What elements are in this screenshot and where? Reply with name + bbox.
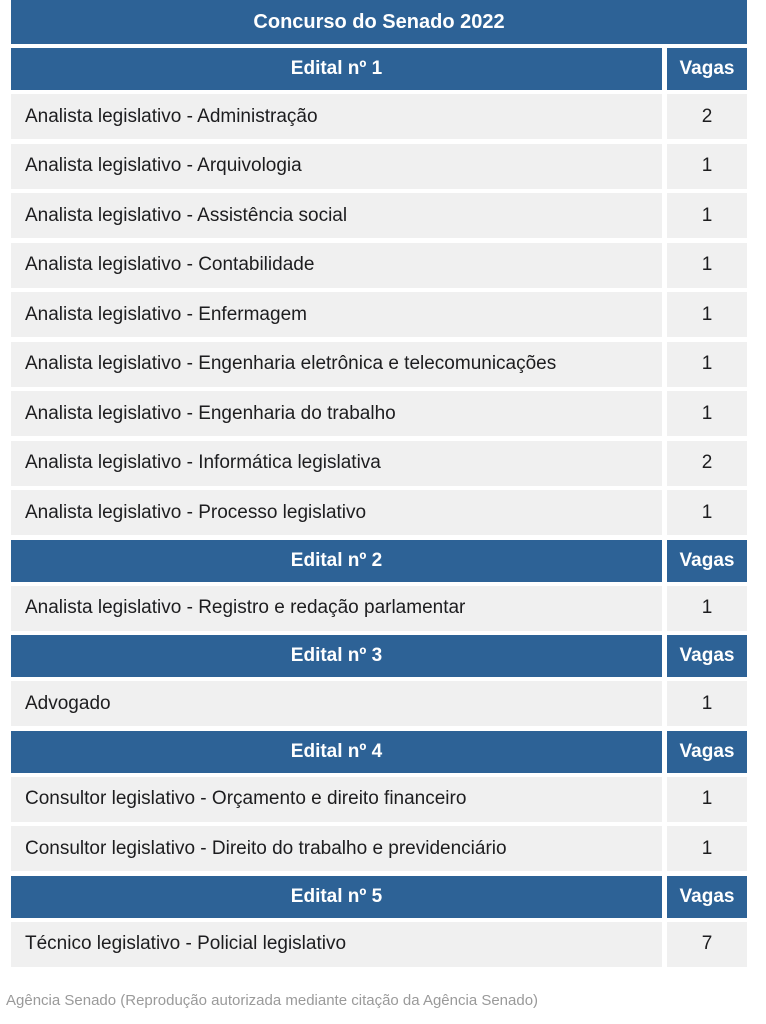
table-row	[11, 292, 747, 337]
section-header	[11, 876, 747, 918]
vagas-cell: 1	[667, 144, 747, 189]
table-row	[11, 681, 747, 726]
table-row	[11, 144, 747, 189]
vagas-column-header: Vagas	[667, 48, 747, 90]
section-title: Edital nº 2	[11, 540, 662, 582]
table-row	[11, 94, 747, 139]
source-credit: Agência Senado (Reprodução autorizada mediante citação da Agência Senado)	[6, 992, 539, 1009]
cargo-cell: Analista legislativo - Engenharia do trabalho	[11, 391, 662, 436]
vagas-column-header: Vagas	[667, 635, 747, 677]
vagas-cell: 1	[667, 586, 747, 631]
table-row	[11, 243, 747, 288]
table-row	[11, 441, 747, 486]
vagas-cell: 7	[667, 922, 747, 967]
table-row	[11, 826, 747, 871]
table-title: Concurso do Senado 2022	[11, 0, 747, 44]
cargo-cell: Analista legislativo - Contabilidade	[11, 243, 662, 288]
vagas-cell: 1	[667, 292, 747, 337]
section-title: Edital nº 3	[11, 635, 662, 677]
section-header	[11, 635, 747, 677]
vagas-cell: 1	[667, 681, 747, 726]
table-row	[11, 777, 747, 822]
cargo-cell: Analista legislativo - Processo legislativo	[11, 490, 662, 535]
cargo-cell: Consultor legislativo - Direito do trabalho e previdenciário	[11, 826, 662, 871]
section-title: Edital nº 4	[11, 731, 662, 773]
table-body	[11, 48, 747, 967]
vagas-cell: 1	[667, 391, 747, 436]
vagas-column-header: Vagas	[667, 876, 747, 918]
vagas-column-header: Vagas	[667, 731, 747, 773]
section-header	[11, 48, 747, 90]
cargo-cell: Advogado	[11, 681, 662, 726]
vagas-cell: 1	[667, 777, 747, 822]
cargo-cell: Analista legislativo - Arquivologia	[11, 144, 662, 189]
section-header	[11, 540, 747, 582]
cargo-cell: Técnico legislativo - Policial legislativo	[11, 922, 662, 967]
table-row	[11, 490, 747, 535]
section-header	[11, 731, 747, 773]
section-title: Edital nº 1	[11, 48, 662, 90]
table-row	[11, 922, 747, 967]
vagas-cell: 1	[667, 342, 747, 387]
section-title: Edital nº 5	[11, 876, 662, 918]
vacancies-table	[11, 0, 747, 971]
vagas-cell: 1	[667, 193, 747, 238]
vagas-cell: 1	[667, 826, 747, 871]
cargo-cell: Analista legislativo - Engenharia eletrônica e telecomunicações	[11, 342, 662, 387]
vagas-cell: 1	[667, 243, 747, 288]
table-row	[11, 586, 747, 631]
table-row	[11, 391, 747, 436]
cargo-cell: Consultor legislativo - Orçamento e direito financeiro	[11, 777, 662, 822]
table-row	[11, 342, 747, 387]
cargo-cell: Analista legislativo - Enfermagem	[11, 292, 662, 337]
vagas-cell: 1	[667, 490, 747, 535]
cargo-cell: Analista legislativo - Assistência social	[11, 193, 662, 238]
vagas-cell: 2	[667, 94, 747, 139]
cargo-cell: Analista legislativo - Informática legislativa	[11, 441, 662, 486]
table-row	[11, 193, 747, 238]
cargo-cell: Analista legislativo - Registro e redação parlamentar	[11, 586, 662, 631]
vagas-cell: 2	[667, 441, 747, 486]
cargo-cell: Analista legislativo - Administração	[11, 94, 662, 139]
vagas-column-header: Vagas	[667, 540, 747, 582]
